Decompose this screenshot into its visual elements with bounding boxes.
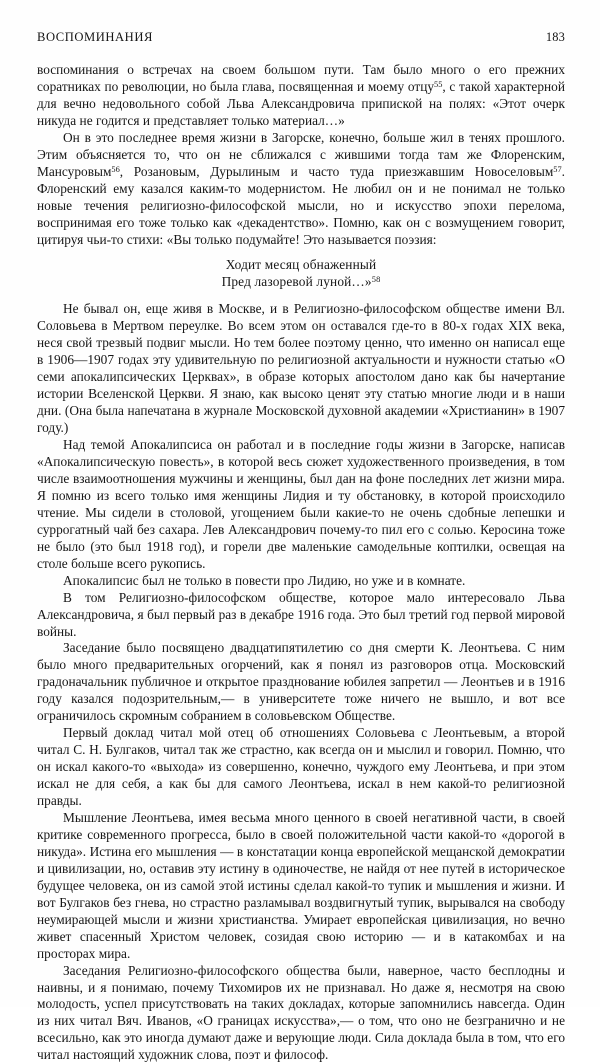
footnote-reference[interactable]: 56 — [111, 164, 120, 174]
paragraphs-before-verse — [37, 62, 565, 248]
paragraph: Мышление Леонтьева, имея весьма много ценного в своей негативной части, в своей критике современного прогресса, было в своей положительной части какой-то «дорогой в никуда». Истина его мышления — в констатации конца европейской мещанской демократии и цивилизации, но, оставив эту истину в одиночестве, не найдя от нее путей в историческое будущее человека, он из самой этой истины сделал какой-то тупик и мышления и жизни. И вот Булгаков без гнева, но страстно разламывал воздвигнутый тупик, вырывался на свободу неумирающей мысли и жизни христианства. Умирает европейская цивилизация, но вечно живет спасенный Христом человек, созидая свою историю — и в катакомбах и на просторах мира. — [37, 809, 565, 961]
running-head-title: ВОСПОМИНАНИЯ — [37, 30, 153, 44]
paragraph: Не бывал он, еще живя в Москве, и в Религиозно-философском обществе имени Вл. Соловьева в Мертвом переулке. Во всем этом он оставался где-то в 80-х годах XIX века, неся свой трезвый подвиг мысли. Но тем более поэтому ценно, что именно он написал еще в 1906—1907 годах эту удивительную по религиозной актуальности и нужности статью «О семи апокалипсических Церквах», в образе которых апостолом дано как бы начертание истории Вселенской Церкви. Я знаю, как высоко ценят эту статью многие люди и в наши дни. (Она была напечатана в журнале Московской духовной академии «Христианин» в 1907 году.) — [37, 301, 565, 436]
paragraph: Заседание было посвящено двадцатипятилетию со дня смерти К. Леонтьева. С ним было много предварительных огорчений, как я понял из разговоров отца. Московский градоначальник публичное и открытое празднование юбилея запретил — Леонтьев и в 1916 году казался подозрительным,— в университете тоже ничего не вышло, и вот все ограничилось скромным собранием в соловьевском Обществе. — [37, 640, 565, 724]
paragraph: Над темой Апокалипсиса он работал и в последние годы жизни в Загорске, написав «Апокалипсическую повесть», в которой весь сюжет художественного произведения, в том числе взаимоотношения мужчины и женщины, был дан на фоне последних лет жизни мира. Я помню из всего только имя женщины Лидия и ту обстановку, в которой происходило чтение. Мы сидели в столовой, угощением были какие-то не очень сдобные лепешки и суррогатный чай без сахара. Лев Александрович почему-то пил его с солью. Керосина тоже не было (это был 1918 год), и горели две маленькие самодельные коптилки, освещая на столе больше всего рукопись. — [37, 437, 565, 571]
page-number: 183 — [545, 30, 565, 44]
running-head — [37, 30, 565, 50]
text-block — [37, 62, 565, 1064]
verse-line: Пред лазоревой луной…»$^{58}$ — [221, 274, 381, 290]
paragraphs-after-verse — [37, 301, 565, 1064]
footnote-reference[interactable]: 58 — [371, 275, 381, 285]
verse-quotation — [37, 257, 565, 291]
paragraph: В том Религиозно-философском обществе, которое мало интересовало Льва Александровича, я был первый раз в декабре 1916 года. Это был третий год первой мировой войны. — [37, 589, 565, 639]
footnote-reference[interactable]: 57 — [553, 164, 562, 174]
paragraph: Апокалипсис был не только в повести про Лидию, но уже и в комнате. — [63, 572, 466, 588]
paragraph: воспоминания о встречах на своем большом пути. Там было много о его прежних соратниках по революции, но была глава, посвященная и моему отцу$^{55}$, с такой характерной для вечно недовольного собой Льва Александровича припиской на полях: «Этот очерк никуда не годится и представляет только материал…» — [37, 62, 565, 128]
footnote-reference[interactable]: 55 — [434, 79, 443, 89]
paragraph: Первый доклад читал мой отец об отношениях Соловьева с Леонтьевым, а второй читал С. Н. Булгаков, читал так же страстно, как всегда он и мыслил и говорил. Помню, что он искал какого-то «выхода» из совершенно, конечно, чуждого ему Леонтьева, и при этом искал не для себя, а как бы для самого Леонтьева, искал в нем какой-то религиозной правды. — [37, 725, 565, 809]
paragraph: Он в это последнее время жизни в Загорске, конечно, больше жил в тенях прошлого. Этим объясняется то, что он не сближался с жившими тогда там же Флоренским, Мансуровым$^{56}$, Розановым, Дурылиным и часто туда приезжавшим Новоселовым$^{57}$. Флоренский ему казался каким-то модернистом. Не любил он и не понимал не только новые течения религиозно-философской мысли, но и искусство эпохи перелома, воспринимая его тоже только как «декадентство». Помню, как он с возмущением говорит, цитируя чьи-то стихи: «Вы только подумайте! Это называется поэзия: — [37, 129, 565, 247]
verse-line: Ходит месяц обнаженный — [225, 257, 377, 273]
paragraph: Заседания Религиозно-философского общества были, наверное, часто бесплодны и наивны, и я понимаю, почему Тихомиров их не признавал. Но даже я, несмотря на свою молодость, успел присутствовать на таких докладах, которые запомнились навсегда. Один из них читал Вяч. Иванов, «О границах искусства»,— о том, что оно не безгранично и не всесильно, как это иногда думают даже и верующие люди. Сила доклада была в том, что его читал настоящий художник слова, поэт и философ. — [37, 962, 565, 1063]
